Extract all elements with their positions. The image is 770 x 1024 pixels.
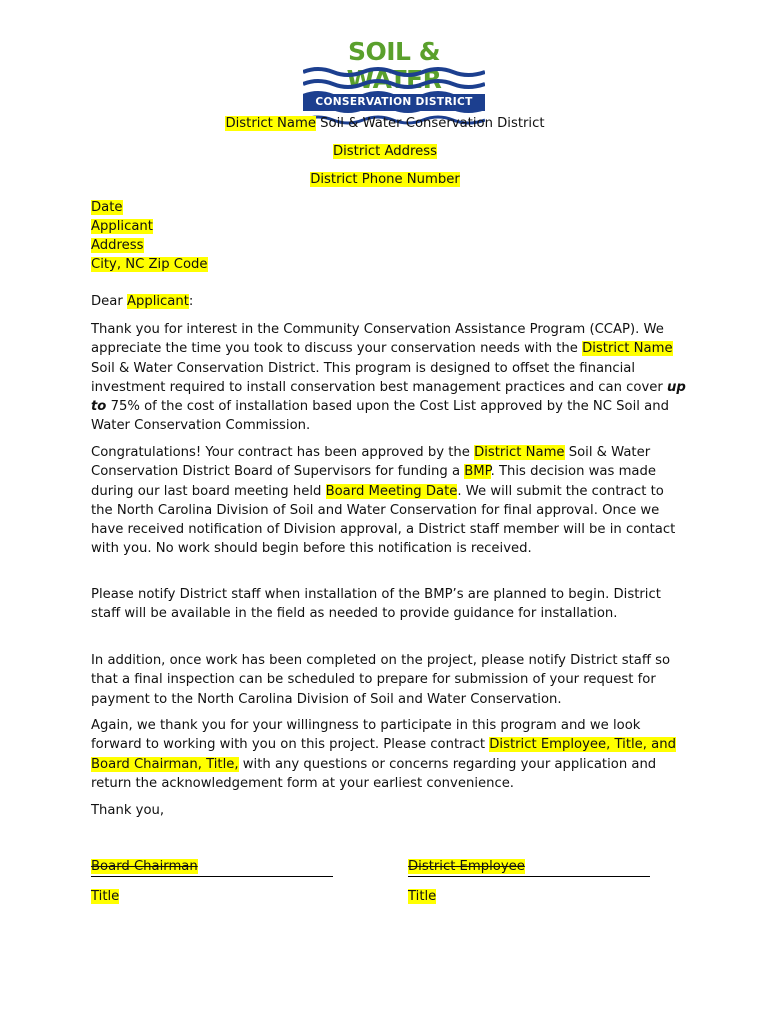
district-phone-line xyxy=(0,171,770,189)
para2-text-2: Soil & Water Conservation District Board of Supervisors for funding a xyxy=(91,445,651,480)
date-field: Date xyxy=(91,200,123,215)
salutation-colon: : xyxy=(188,294,194,309)
signature-line-employee xyxy=(408,857,650,877)
district-address-line xyxy=(0,143,770,161)
district-name-field: District Name xyxy=(225,116,316,131)
para5-text-1: Again, we thank you for your willingness to participate in this program and we look forward to working with you on this project. Please contract xyxy=(91,718,641,753)
paragraph-completion xyxy=(91,651,686,709)
para1-text-1: Thank you for interest in the Community Conservation Assistance Program (CCAP). We appreciate the time you took to discuss your conservation needs with the xyxy=(91,322,664,357)
para5-text-2: with any questions or concerns regarding your application and return the acknowledgement form at your earliest convenience. xyxy=(91,756,657,791)
para2-text-1: Congratulations! Your contract has been approved by the xyxy=(91,445,475,460)
para1-text-3: 75% of the cost of installation based upon the Cost List approved by the NC Soil and Water Conservation Commission. xyxy=(91,399,669,434)
chairman-title xyxy=(91,887,119,906)
para2-text-4: . We will submit the contract to the North Carolina Division of Soil and Water Conservation for final approval. Once we have received notification of Division approval, a District staff member will be in contact with you. No work should begin before this notification is received. xyxy=(91,483,676,557)
board-chairman-field: Board Chairman xyxy=(91,859,198,874)
para4-text: In addition, once work has been completed on the project, please notify District staff so that a final inspection can be scheduled to prepare for submission of your request for payment to the North Carolina Division of Soil and Water Conservation. xyxy=(91,653,671,707)
para3-text: Please notify District staff when installation of the BMP’s are planned to begin. District staff will be available in the field as needed to provide guidance for installation. xyxy=(91,587,661,622)
employee-title-field: Title xyxy=(408,889,437,904)
salutation-dear: Dear xyxy=(91,294,127,309)
district-name-suffix: Soil & Water Conservation District xyxy=(315,116,545,131)
closing: Thank you, xyxy=(91,803,165,818)
paragraph-contact xyxy=(91,716,686,793)
para1-emphasis: up to xyxy=(91,379,686,415)
district-phone-field: District Phone Number xyxy=(310,172,460,187)
para2-text-3: . This decision was made during our last board meeting held xyxy=(91,464,656,499)
para2-district-name: District Name xyxy=(474,445,565,460)
district-logo xyxy=(303,38,485,112)
para5-contact: District Employee, Title, and Board Chairman, Title, xyxy=(91,737,676,772)
city-zip-field: City, NC Zip Code xyxy=(91,257,208,272)
salutation-applicant: Applicant xyxy=(126,294,189,309)
para2-meeting-date: Board Meeting Date xyxy=(325,483,458,499)
district-employee-field: District Employee xyxy=(408,859,525,874)
paragraph-approval xyxy=(91,443,686,559)
chairman-title-field: Title xyxy=(91,889,120,904)
signature-line-chairman xyxy=(91,857,333,877)
para1-district-name: District Name xyxy=(582,341,673,357)
employee-title xyxy=(408,887,436,906)
paragraph-notify xyxy=(91,585,686,624)
applicant-field: Applicant xyxy=(91,219,153,234)
address-field: Address xyxy=(91,238,144,253)
recipient-block xyxy=(91,198,686,274)
para1-text-2: Soil & Water Conservation District. This program is designed to offset the financial investment required to install conservation best management practices and can cover xyxy=(91,360,667,395)
logo-title: SOIL & WATER xyxy=(346,37,442,94)
salutation xyxy=(91,292,686,311)
district-name-line xyxy=(0,115,770,133)
paragraph-intro xyxy=(91,320,686,436)
para2-bmp: BMP xyxy=(464,464,491,480)
district-address-field: District Address xyxy=(332,144,438,159)
logo-subtitle: CONSERVATION DISTRICT xyxy=(303,94,485,111)
